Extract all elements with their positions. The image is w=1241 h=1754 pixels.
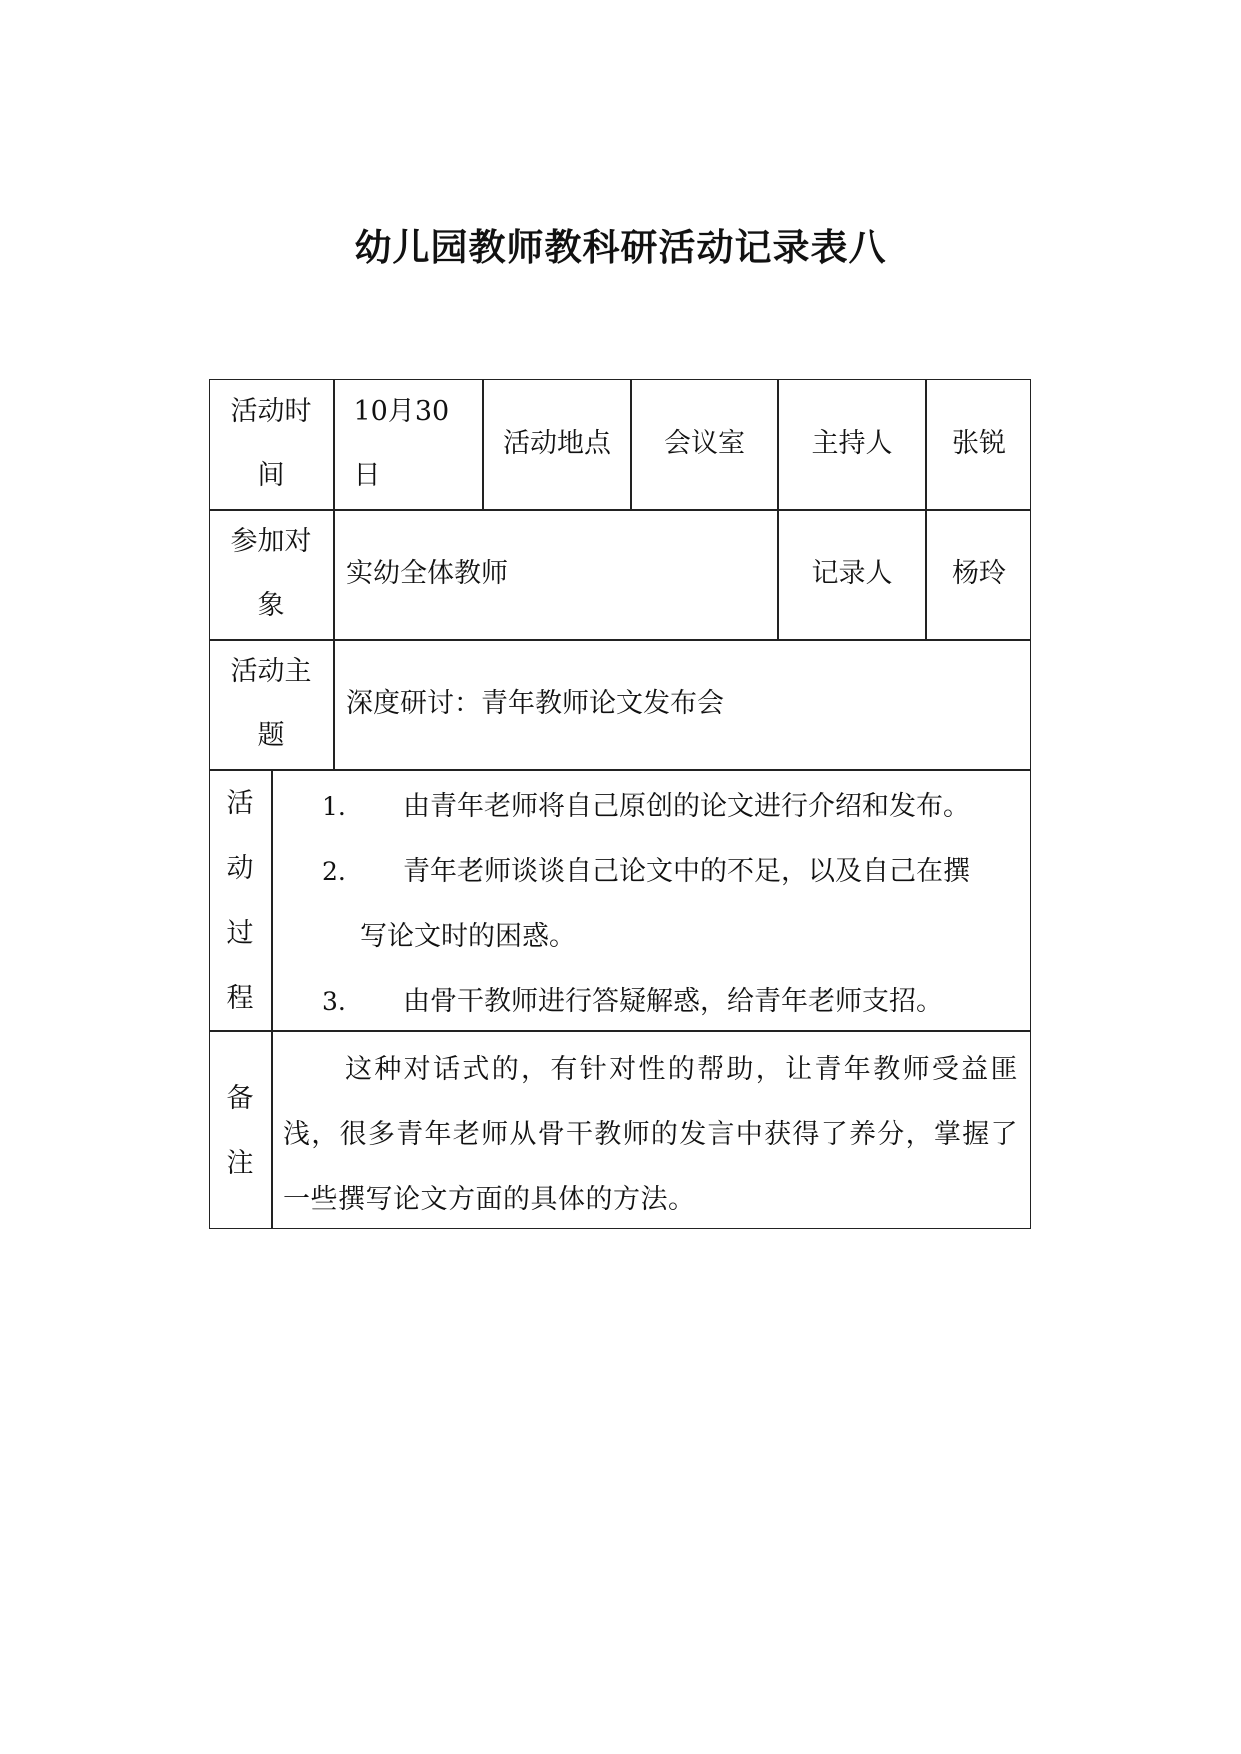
row-divider (209, 1030, 1031, 1032)
participants-value-cell (346, 509, 776, 639)
theme-value-cell (346, 639, 1026, 769)
theme-label-cell (209, 639, 333, 769)
recorder-label-cell (779, 509, 925, 639)
participants-value: 实幼全体教师 (346, 558, 508, 589)
time-value-cell (335, 379, 482, 509)
process-item-text: 青年老师谈谈自己论文中的不足，以及自己在撰 (403, 856, 970, 887)
process-item-text: 由青年老师将自己原创的论文进行介绍和发布。 (403, 791, 970, 822)
host-value-cell (927, 379, 1031, 509)
remark-label-cell (209, 1032, 271, 1229)
process-item-number: 3. (322, 987, 346, 1016)
time-label-cell (209, 379, 333, 509)
recorder-label: 记录人 (811, 558, 893, 589)
recorder-value-cell (927, 509, 1031, 639)
process-label-cell (209, 771, 271, 1030)
process-label: 活动过程 (226, 787, 254, 1014)
remark-value: 这种对话式的，有针对性的帮助，让青年教师受益匪浅，很多青年老师从骨干教师的发言中获得了养分，掌握了一些撰写论文方面的具体的方法。 (283, 1054, 1018, 1215)
place-label-cell (484, 379, 630, 509)
process-item-continuation: 写论文时的困惑。 (360, 921, 576, 952)
process-item-number: 1. (322, 792, 346, 821)
process-item-number: 2. (322, 857, 346, 886)
host-label-cell (779, 379, 925, 509)
time-label: 活动时间 (230, 396, 312, 491)
theme-label: 活动主题 (230, 656, 312, 751)
page-title: 幼儿园教师教科研活动记录表八 (354, 225, 887, 269)
time-value: 10月30日 (353, 396, 450, 491)
place-value: 会议室 (664, 428, 745, 459)
theme-value: 深度研讨：青年教师论文发布会 (346, 688, 724, 719)
participants-label: 参加对象 (230, 526, 312, 621)
remark-label: 备注 (226, 1082, 254, 1179)
recorder-value: 杨玲 (952, 558, 1006, 589)
host-label: 主持人 (811, 428, 893, 459)
process-item-text: 由骨干教师进行答疑解惑，给青年老师支招。 (403, 986, 943, 1017)
place-value-cell (632, 379, 777, 509)
participants-label-cell (209, 509, 333, 639)
col-divider (271, 769, 273, 1229)
host-value: 张锐 (952, 428, 1006, 459)
place-label: 活动地点 (503, 428, 611, 459)
